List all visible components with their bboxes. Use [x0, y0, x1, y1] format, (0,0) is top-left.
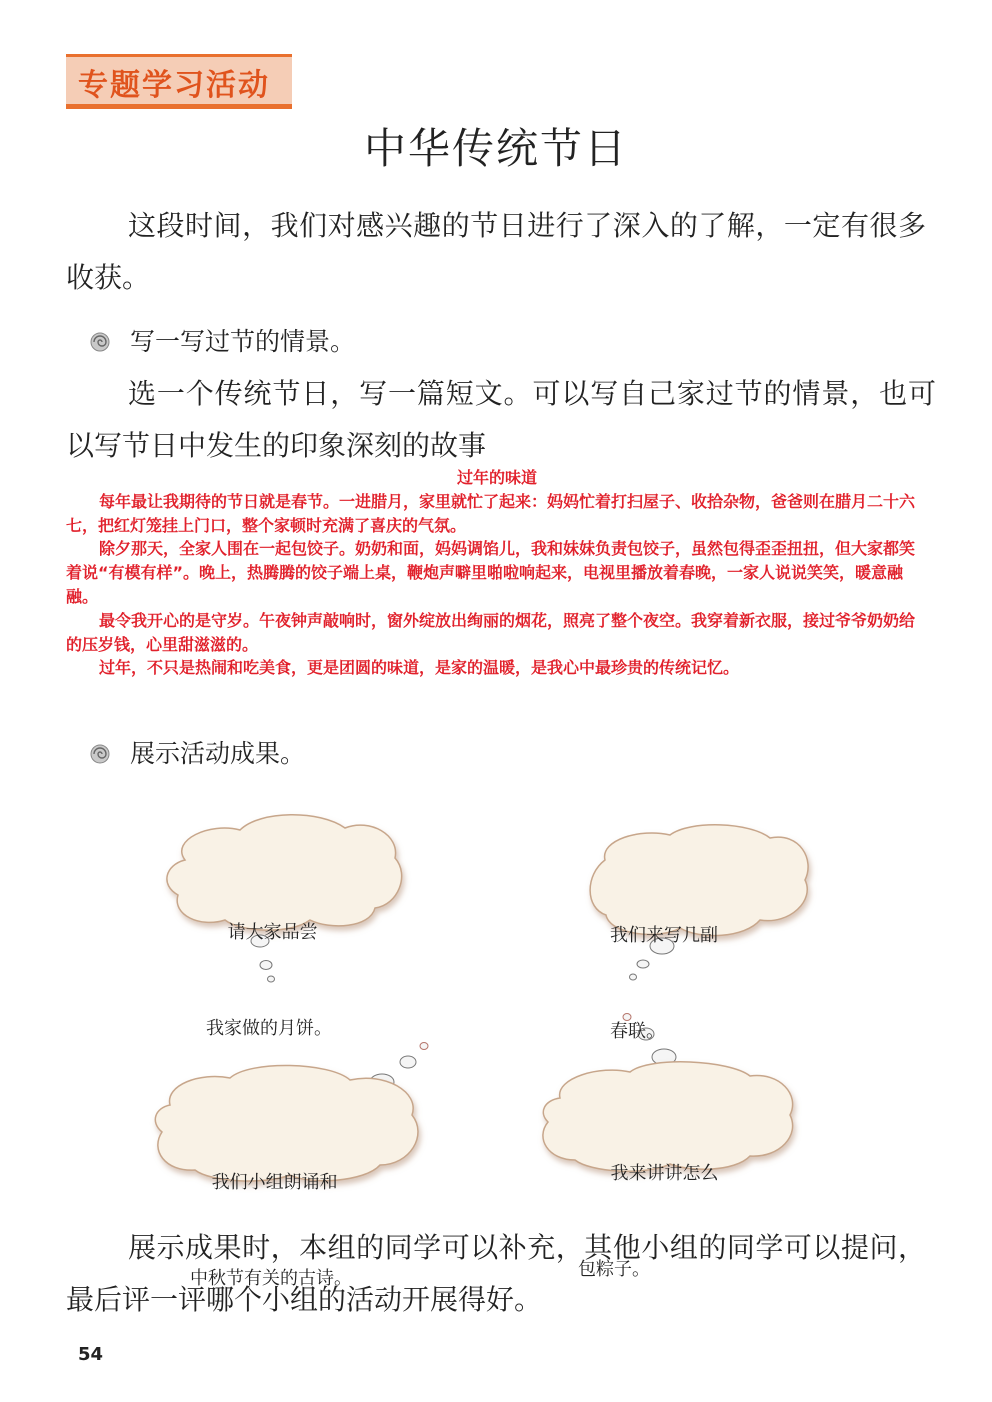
- intro-paragraph: 这段时间，我们对感兴趣的节日进行了深入的了解，一定有很多收获。: [66, 209, 926, 294]
- closing-paragraph: 展示成果时，本组的同学可以补充，其他小组的同学可以提问，最后评一评哪个小组的活动开展得好。: [66, 1231, 926, 1316]
- bubble-line: 请大家品尝: [206, 922, 318, 943]
- section2-heading-row: [90, 734, 305, 770]
- essay-paragraph: 每年最让我期待的节日就是春节。一进腊月，家里就忙了起来：妈妈忙着打扫屋子、收拾杂物，爸爸则在腊月二十六七，把红灯笼挂上门口，整个家顿时充满了喜庆的气氛。: [66, 491, 916, 535]
- section1-heading-row: [90, 322, 355, 358]
- essay-paragraph: 除夕那天，全家人围在一起包饺子。奶奶和面，妈妈调馅儿，我和妹妹负责包饺子，虽然包得歪歪扭扭，但大家都笑着说“有模有样”。晚上，热腾腾的饺子端上桌，鞭炮声噼里啪啦响起来，电视里播放着春晚，一家人说说笑笑，暖意融融。: [66, 539, 916, 606]
- bubble-line: 我来讲讲怎么: [578, 1163, 719, 1184]
- bubble-line: 春联。: [610, 1021, 664, 1042]
- essay-paragraph: 最令我开心的是守岁。午夜钟声敲响时，窗外绽放出绚丽的烟花，照亮了整个夜空。我穿着新衣服，接过爷爷奶奶给的压岁钱，心里甜滋滋的。: [66, 610, 916, 654]
- bubble-line: 我家做的月饼。: [206, 1018, 332, 1039]
- thought-bubbles-illustration: [0, 780, 992, 1200]
- swirl-bullet-icon: [90, 744, 110, 764]
- section1-heading: 写一写过节的情景。: [130, 327, 356, 356]
- page-title: 中华传统节日: [363, 124, 628, 173]
- thought-dot: [420, 1043, 428, 1050]
- essay-paragraph: 过年，不只是热闹和吃美食，更是团圆的味道，是家的温暖，是我心中最珍贵的传统记忆。: [99, 658, 740, 678]
- bubble-1-text: [206, 853, 332, 1077]
- page-number: 54: [78, 1344, 104, 1365]
- section-tag-underline: [66, 104, 292, 109]
- bubble-line: 中秋节有关的古诗。: [190, 1268, 352, 1289]
- bubble-line: 我们小组朗诵和: [190, 1172, 338, 1193]
- essay: [66, 466, 928, 680]
- swirl-bullet-icon: [90, 332, 110, 352]
- section1-instruction: 选一个传统节日，写一篇短文。可以写自己家过节的情景，也可以写节日中发生的印象深刻的故事: [66, 377, 936, 462]
- thought-dot: [400, 1056, 416, 1068]
- essay-title: 过年的味道: [456, 468, 537, 487]
- bubble-line: 我们来写几副: [610, 925, 718, 946]
- bubble-line: 包粽子。: [578, 1259, 650, 1280]
- bubble-2-text: [610, 856, 718, 1080]
- section-tag: 专题学习活动: [78, 68, 270, 103]
- section2-heading: 展示活动成果。: [130, 739, 306, 768]
